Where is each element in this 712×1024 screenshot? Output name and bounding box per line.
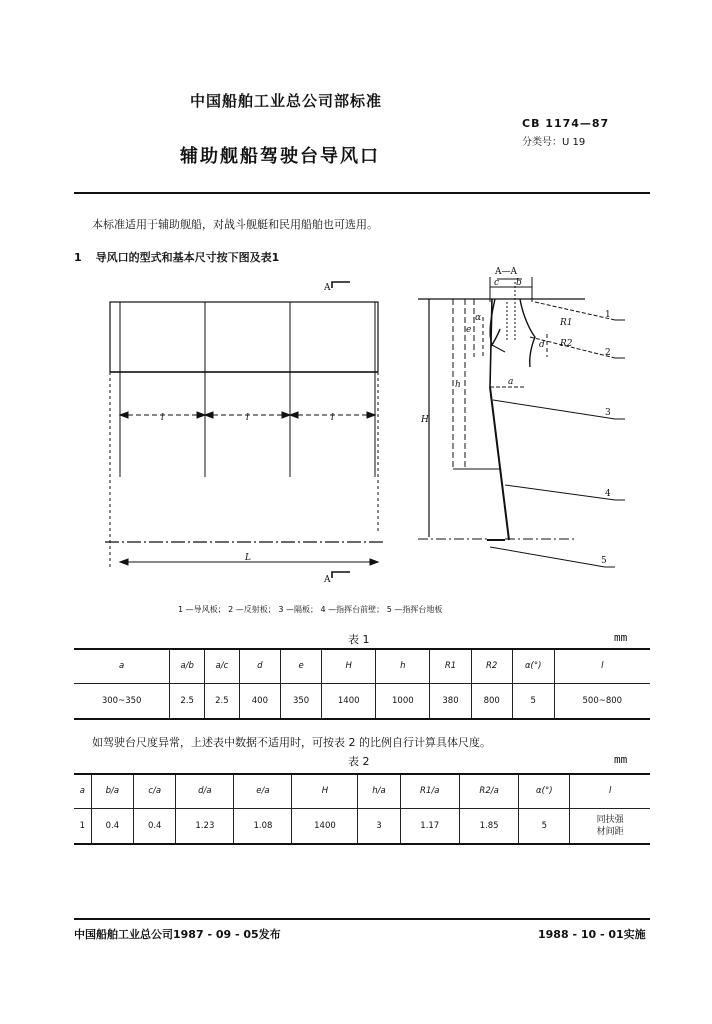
- dim-a: a: [508, 377, 514, 387]
- table-row: [74, 808, 650, 844]
- dim-l-2: l: [246, 413, 249, 423]
- section-view: [418, 277, 625, 567]
- table-cell: 1.85: [459, 808, 518, 844]
- table-1-header: R2: [471, 649, 512, 683]
- table-2-header: α(°): [519, 774, 570, 808]
- header-rule: [74, 192, 650, 194]
- footer-rule: [74, 918, 650, 920]
- table-2-header: H: [292, 774, 358, 808]
- table-1-header: a/b: [170, 649, 205, 683]
- table-2-note: 如驾驶台尺度异常，上述表中数据不适用时，可按表 2 的比例自行计算具体尺度。: [92, 736, 491, 749]
- table-cell: 1.08: [234, 808, 292, 844]
- table-cell: 0.4: [91, 808, 133, 844]
- table-cell: 500~800: [554, 683, 650, 719]
- table-1-header: e: [280, 649, 321, 683]
- effective-date: 1988 - 10 - 01实施: [538, 928, 646, 941]
- table-2-caption: 表 2: [348, 755, 370, 768]
- radius-R2: R2: [560, 339, 573, 349]
- table-cell: 1400: [322, 683, 376, 719]
- table-cell: 5: [519, 808, 570, 844]
- organization-standard: 中国船舶工业总公司部标准: [190, 92, 383, 110]
- table-2-header: d/a: [176, 774, 234, 808]
- table-cell: 3: [358, 808, 400, 844]
- table-cell: 1.23: [176, 808, 234, 844]
- section-mark-top: A: [324, 283, 331, 293]
- dim-b: b: [516, 278, 522, 288]
- table-1: [74, 648, 650, 720]
- table-1-header: l: [554, 649, 650, 683]
- standard-code: CB 1174—87: [522, 117, 610, 130]
- dim-l-3: l: [331, 413, 334, 423]
- table-2-unit: mm: [614, 753, 628, 766]
- section-mark-bottom: A: [324, 575, 331, 585]
- dim-L: L: [245, 553, 251, 563]
- table-1-unit: mm: [614, 631, 628, 644]
- table-2-header: c/a: [134, 774, 176, 808]
- document-title: 辅助舰船驾驶台导风口: [180, 146, 380, 167]
- table-2: [74, 773, 650, 845]
- table-cell: 2.5: [205, 683, 240, 719]
- table-cell: 300~350: [101, 695, 142, 706]
- table-cell: 400: [239, 683, 280, 719]
- dim-l-1: l: [161, 413, 164, 423]
- table-cell-line: 同扶强: [596, 814, 624, 825]
- table-cell: 1000: [376, 683, 430, 719]
- table-2-header: R1/a: [400, 774, 459, 808]
- classification-number: 分类号：U 19: [522, 137, 586, 148]
- dim-e: e: [466, 325, 472, 335]
- table-2-header: l: [570, 774, 650, 808]
- table-2-header: h/a: [358, 774, 400, 808]
- table-1-header: α(°): [512, 649, 554, 683]
- table-2-header: e/a: [234, 774, 292, 808]
- table-cell: 380: [430, 683, 471, 719]
- callout-1: 1: [605, 310, 611, 320]
- table-1-header: d: [239, 649, 280, 683]
- table-cell: 800: [471, 683, 512, 719]
- table-1-header: a/c: [205, 649, 240, 683]
- dim-h: h: [455, 380, 461, 390]
- callout-3: 3: [605, 408, 611, 418]
- intro-paragraph: 本标准适用于辅助舰船，对战斗舰艇和民用船舶也可选用。: [92, 218, 378, 231]
- table-2-header: b/a: [91, 774, 133, 808]
- technical-drawing: [95, 262, 635, 602]
- dim-H: H: [421, 415, 429, 425]
- issued-date: 中国船舶工业总公司1987 - 09 - 05发布: [74, 928, 281, 941]
- table-cell: 0.4: [134, 808, 176, 844]
- table-cell-line: 材间距: [596, 826, 624, 837]
- angle-alpha: α: [475, 313, 482, 323]
- dim-c: c: [494, 278, 500, 288]
- table-row: [74, 683, 650, 719]
- table-cell: 350: [280, 683, 321, 719]
- table-2-header: R2/a: [459, 774, 518, 808]
- table-1-header: h: [376, 649, 430, 683]
- table-cell: 1.17: [400, 808, 459, 844]
- table-2-header-row: [74, 774, 650, 808]
- callout-5: 5: [601, 556, 607, 566]
- radius-R1: R1: [560, 318, 573, 328]
- table-1-header: R1: [430, 649, 471, 683]
- table-1-header: H: [322, 649, 376, 683]
- table-1-header: a: [119, 661, 125, 672]
- table-1-caption: 表 1: [348, 633, 370, 646]
- section-title: A—A: [495, 267, 517, 277]
- section-number: 1: [74, 251, 82, 264]
- callout-2: 2: [605, 348, 611, 358]
- table-cell: 1400: [292, 808, 358, 844]
- table-cell: 2.5: [170, 683, 205, 719]
- dim-d: d: [539, 340, 545, 350]
- callout-4: 4: [605, 489, 611, 499]
- table-cell: [570, 808, 650, 844]
- table-cell: 5: [512, 683, 554, 719]
- table-2-header: a: [79, 786, 85, 797]
- table-cell: 1: [79, 820, 86, 831]
- front-view: [105, 282, 385, 578]
- table-1-header-row: [74, 649, 650, 683]
- figure-caption: 1 —导风板； 2 —反射板； 3 —隔板； 4 —指挥台前壁； 5 —指挥台地板: [178, 605, 443, 614]
- section-text: 导风口的型式和基本尺寸按下图及表1: [95, 251, 280, 264]
